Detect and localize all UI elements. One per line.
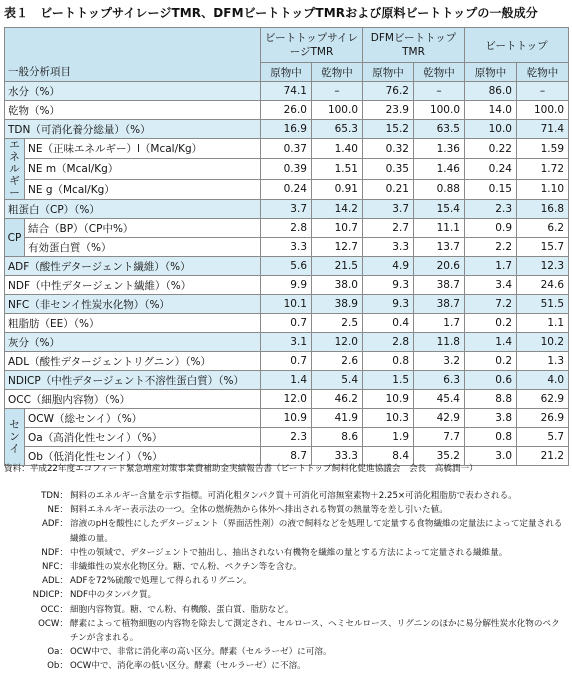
table-row xyxy=(5,314,569,333)
row-label: 乾物（%） xyxy=(5,101,261,120)
row-label: ADF（酸性デタージェント繊維）（%） xyxy=(5,257,261,276)
composition-table xyxy=(4,27,569,466)
note-term: NDF： xyxy=(41,547,68,558)
row-label: NE g（Mcal/Kg） xyxy=(25,179,261,199)
note-text: NDF中のタンパク質。 xyxy=(70,590,157,601)
table-row xyxy=(5,159,569,179)
header-row-groups xyxy=(5,28,569,63)
value-cell: 0.22 xyxy=(465,139,517,159)
value-cell: 1.9 xyxy=(363,428,414,447)
value-cell: 4.9 xyxy=(363,257,414,276)
value-cell: 16.9 xyxy=(261,120,312,139)
value-cell: 9.9 xyxy=(261,276,312,295)
value-cell: 0.35 xyxy=(363,159,414,179)
value-cell: 16.8 xyxy=(517,200,569,219)
row-label: 水分（%） xyxy=(5,82,261,101)
table-row xyxy=(5,200,569,219)
value-cell: 8.4 xyxy=(363,447,414,466)
group-label-fiber: センイ xyxy=(5,409,25,466)
value-cell: 0.24 xyxy=(261,179,312,199)
table-row xyxy=(5,352,569,371)
value-cell: 15.4 xyxy=(414,200,465,219)
value-cell: 0.7 xyxy=(261,352,312,371)
value-cell: 0.91 xyxy=(312,179,363,199)
value-cell: 6.2 xyxy=(517,219,569,238)
value-cell: 1.46 xyxy=(414,159,465,179)
value-cell: 5.6 xyxy=(261,257,312,276)
table-row xyxy=(5,409,569,428)
value-cell: 0.2 xyxy=(465,314,517,333)
value-cell: 8.7 xyxy=(261,447,312,466)
row-label: NDICP（中性デタージェント不溶性蛋白質）（%） xyxy=(5,371,261,390)
value-cell: 5.4 xyxy=(312,371,363,390)
row-label: NE m（Mcal/Kg） xyxy=(25,159,261,179)
value-cell: 3.2 xyxy=(414,352,465,371)
value-cell: 4.0 xyxy=(517,371,569,390)
value-cell: 0.15 xyxy=(465,179,517,199)
group-header: ビートトップサイレージTMR xyxy=(261,28,363,63)
value-cell: 10.1 xyxy=(261,295,312,314)
value-cell: 35.2 xyxy=(414,447,465,466)
table-row xyxy=(5,295,569,314)
value-cell: 0.8 xyxy=(363,352,414,371)
note-item xyxy=(4,659,568,673)
note-text: ADFを72%硫酸で処理して得られるリグニン。 xyxy=(70,576,252,587)
table-row xyxy=(5,390,569,409)
value-cell: 21.2 xyxy=(517,447,569,466)
value-cell: 9.3 xyxy=(363,295,414,314)
value-cell: 26.0 xyxy=(261,101,312,120)
value-cell: 38.0 xyxy=(312,276,363,295)
value-cell: 62.9 xyxy=(517,390,569,409)
value-cell: 10.9 xyxy=(363,390,414,409)
value-cell: 51.5 xyxy=(517,295,569,314)
row-label: TDN（可消化養分総量）（%） xyxy=(5,120,261,139)
value-cell: 0.21 xyxy=(363,179,414,199)
value-cell: 100.0 xyxy=(312,101,363,120)
row-label: NFC（非センイ性炭水化物）（%） xyxy=(5,295,261,314)
note-text: 酵素によって植物細胞の内容物を除去して測定され、セルロース、ヘミセルロース、リグニンのほかに易分解性炭水化物のペクチンが含まれる。 xyxy=(70,618,560,644)
value-cell: 2.6 xyxy=(312,352,363,371)
note-term: ADL： xyxy=(42,576,68,587)
row-label: Ob（低消化性センイ）（%） xyxy=(25,447,261,466)
note-text: 中性の領域で、デタージェントで抽出し、抽出されない有機物を繊維の量とする方法によって定量される繊維量。 xyxy=(70,547,508,558)
table-row xyxy=(5,238,569,257)
group-header: ビートトップ xyxy=(465,28,569,63)
value-cell: 12.3 xyxy=(517,257,569,276)
sub-header: 原物中 xyxy=(465,63,517,82)
value-cell: 65.3 xyxy=(312,120,363,139)
note-term: Ob： xyxy=(47,661,68,672)
value-cell: 7.7 xyxy=(414,428,465,447)
value-cell: 9.3 xyxy=(363,276,414,295)
table-title: 表１ ビートトップサイレージTMR、DFMビートトップTMRおよび原料ビートトップの一般成分 xyxy=(4,6,538,20)
note-term: TDN： xyxy=(41,491,68,501)
value-cell: 38.7 xyxy=(414,276,465,295)
source-note: 資料：平成22年度エコフィード緊急増産対策事業費補助金実績報告書（ビートトップ飼料化促進協議会 会長 高橋潤一） xyxy=(4,464,478,474)
value-cell: 71.4 xyxy=(517,120,569,139)
value-cell: 24.6 xyxy=(517,276,569,295)
note-term: Oa： xyxy=(47,647,68,658)
value-cell: 23.9 xyxy=(363,101,414,120)
table-row xyxy=(5,82,569,101)
value-cell: 0.9 xyxy=(465,219,517,238)
value-cell: 1.1 xyxy=(517,314,569,333)
sub-header: 原物中 xyxy=(261,63,312,82)
value-cell: 3.1 xyxy=(261,333,312,352)
value-cell: 8.6 xyxy=(312,428,363,447)
table-row xyxy=(5,333,569,352)
table-row xyxy=(5,120,569,139)
row-label: 有効蛋白質（%） xyxy=(25,238,261,257)
row-label: Oa（高消化性センイ）（%） xyxy=(25,428,261,447)
value-cell: 14.2 xyxy=(312,200,363,219)
value-cell: 26.9 xyxy=(517,409,569,428)
value-cell: 5.7 xyxy=(517,428,569,447)
row-label: NDF（中性デタージェント繊維）（%） xyxy=(5,276,261,295)
value-cell: 1.51 xyxy=(312,159,363,179)
note-item xyxy=(4,489,568,503)
note-item xyxy=(4,560,568,574)
value-cell: 11.1 xyxy=(414,219,465,238)
note-text: 非繊維性の炭水化物区分。糖、でん粉、ペクチン等を含む。 xyxy=(70,562,302,573)
value-cell: 1.72 xyxy=(517,159,569,179)
value-cell: 13.7 xyxy=(414,238,465,257)
value-cell: 63.5 xyxy=(414,120,465,139)
value-cell: 1.4 xyxy=(261,371,312,390)
value-cell: 0.8 xyxy=(465,428,517,447)
value-cell: 76.2 xyxy=(363,82,414,101)
row-label: 結合（BP）（CP中%） xyxy=(25,219,261,238)
value-cell: 3.8 xyxy=(465,409,517,428)
group-label-cp: CP xyxy=(5,219,25,257)
value-cell: 0.37 xyxy=(261,139,312,159)
note-term: OCC： xyxy=(40,604,68,615)
value-cell: 0.39 xyxy=(261,159,312,179)
note-text: OCW中で、非常に消化率の高い区分。酵素（セルラーゼ）に可溶。 xyxy=(70,647,332,658)
value-cell: 1.5 xyxy=(363,371,414,390)
table-row xyxy=(5,428,569,447)
note-text: 細胞内容物質。糖、でん粉、有機酸、蛋白質、脂肪など。 xyxy=(70,604,294,615)
value-cell: 8.8 xyxy=(465,390,517,409)
note-term: NE： xyxy=(47,505,68,516)
note-text: 飼料のエネルギー含量を示す指標。可消化粗タンパク質＋可消化可溶無窒素物＋2.25×可消化粗脂肪で表わされる。 xyxy=(70,491,517,501)
value-cell: 0.32 xyxy=(363,139,414,159)
group-label-energy: エネルギー xyxy=(5,139,25,200)
row-label-header: 一般分析項目 xyxy=(5,28,261,82)
notes-list xyxy=(4,489,568,674)
sub-header: 乾物中 xyxy=(312,63,363,82)
value-cell: 7.2 xyxy=(465,295,517,314)
table-row xyxy=(5,139,569,159)
value-cell: 42.9 xyxy=(414,409,465,428)
value-cell: 2.3 xyxy=(465,200,517,219)
value-cell: 3.3 xyxy=(261,238,312,257)
row-label: 粗蛋白（CP）（%） xyxy=(5,200,261,219)
note-item xyxy=(4,517,568,545)
value-cell: 0.4 xyxy=(363,314,414,333)
note-item xyxy=(4,603,568,617)
note-text: 溶液のpHを酸性にしたデタージェント（界面活性剤）の液で飼料などを処理して定量する食物繊維の定量法によって定量される繊維の量。 xyxy=(70,519,563,544)
value-cell: 86.0 xyxy=(465,82,517,101)
value-cell: 2.7 xyxy=(363,219,414,238)
value-cell: 2.3 xyxy=(261,428,312,447)
value-cell: 10.9 xyxy=(261,409,312,428)
value-cell: 10.7 xyxy=(312,219,363,238)
value-cell: 45.4 xyxy=(414,390,465,409)
value-cell: 2.8 xyxy=(261,219,312,238)
value-cell: 1.36 xyxy=(414,139,465,159)
note-term: NDICP： xyxy=(32,590,68,601)
value-cell: 100.0 xyxy=(517,101,569,120)
note-item xyxy=(4,574,568,588)
value-cell: 3.4 xyxy=(465,276,517,295)
value-cell: – xyxy=(414,82,465,101)
value-cell: 12.7 xyxy=(312,238,363,257)
note-item xyxy=(4,617,568,645)
value-cell: 12.0 xyxy=(312,333,363,352)
row-label: ADL（酸性デタージェントリグニン）（%） xyxy=(5,352,261,371)
row-label: 粗脂肪（EE）（%） xyxy=(5,314,261,333)
sub-header: 原物中 xyxy=(363,63,414,82)
row-label: OCW（総センイ）（%） xyxy=(25,409,261,428)
value-cell: 1.10 xyxy=(517,179,569,199)
table-row xyxy=(5,276,569,295)
note-item xyxy=(4,503,568,517)
note-item xyxy=(4,588,568,602)
note-item xyxy=(4,546,568,560)
value-cell: 1.40 xyxy=(312,139,363,159)
group-header: DFMビートトップTMR xyxy=(363,28,465,63)
value-cell: 1.4 xyxy=(465,333,517,352)
row-label: NE（正味エネルギー）l（Mcal/Kg） xyxy=(25,139,261,159)
note-text: 飼料エネルギー表示法の一つ。全体の燃焼熱から体外へ排出される物質の熱量等を差し引いた値。 xyxy=(70,505,448,516)
note-term: OCW： xyxy=(38,618,68,629)
note-term: NFC： xyxy=(42,562,68,573)
table-row xyxy=(5,179,569,199)
value-cell: 21.5 xyxy=(312,257,363,276)
value-cell: 0.7 xyxy=(261,314,312,333)
table-row xyxy=(5,371,569,390)
value-cell: – xyxy=(312,82,363,101)
value-cell: 12.0 xyxy=(261,390,312,409)
value-cell: 33.3 xyxy=(312,447,363,466)
value-cell: 3.7 xyxy=(261,200,312,219)
value-cell: 10.2 xyxy=(517,333,569,352)
value-cell: 2.5 xyxy=(312,314,363,333)
row-label: 灰分（%） xyxy=(5,333,261,352)
value-cell: 10.3 xyxy=(363,409,414,428)
note-term: ADF： xyxy=(41,519,68,530)
value-cell: 0.88 xyxy=(414,179,465,199)
value-cell: 100.0 xyxy=(414,101,465,120)
table-row xyxy=(5,219,569,238)
value-cell: 1.7 xyxy=(465,257,517,276)
value-cell: 14.0 xyxy=(465,101,517,120)
value-cell: 2.2 xyxy=(465,238,517,257)
note-item xyxy=(4,645,568,659)
value-cell: 38.7 xyxy=(414,295,465,314)
row-label: OCC（細胞内容物）（%） xyxy=(5,390,261,409)
value-cell: 74.1 xyxy=(261,82,312,101)
value-cell: 3.7 xyxy=(363,200,414,219)
value-cell: 46.2 xyxy=(312,390,363,409)
value-cell: 0.2 xyxy=(465,352,517,371)
value-cell: 11.8 xyxy=(414,333,465,352)
value-cell: 15.7 xyxy=(517,238,569,257)
value-cell: 15.2 xyxy=(363,120,414,139)
value-cell: 1.59 xyxy=(517,139,569,159)
value-cell: 41.9 xyxy=(312,409,363,428)
note-text: OCW中で、消化率の低い区分。酵素（セルラーゼ）に不溶。 xyxy=(70,661,306,672)
value-cell: 3.0 xyxy=(465,447,517,466)
value-cell: 38.9 xyxy=(312,295,363,314)
value-cell: 20.6 xyxy=(414,257,465,276)
value-cell: – xyxy=(517,82,569,101)
value-cell: 1.7 xyxy=(414,314,465,333)
value-cell: 0.24 xyxy=(465,159,517,179)
value-cell: 3.3 xyxy=(363,238,414,257)
sub-header: 乾物中 xyxy=(414,63,465,82)
table-row xyxy=(5,257,569,276)
value-cell: 1.3 xyxy=(517,352,569,371)
value-cell: 6.3 xyxy=(414,371,465,390)
value-cell: 2.8 xyxy=(363,333,414,352)
value-cell: 10.0 xyxy=(465,120,517,139)
table-row xyxy=(5,101,569,120)
value-cell: 0.6 xyxy=(465,371,517,390)
sub-header: 乾物中 xyxy=(517,63,569,82)
